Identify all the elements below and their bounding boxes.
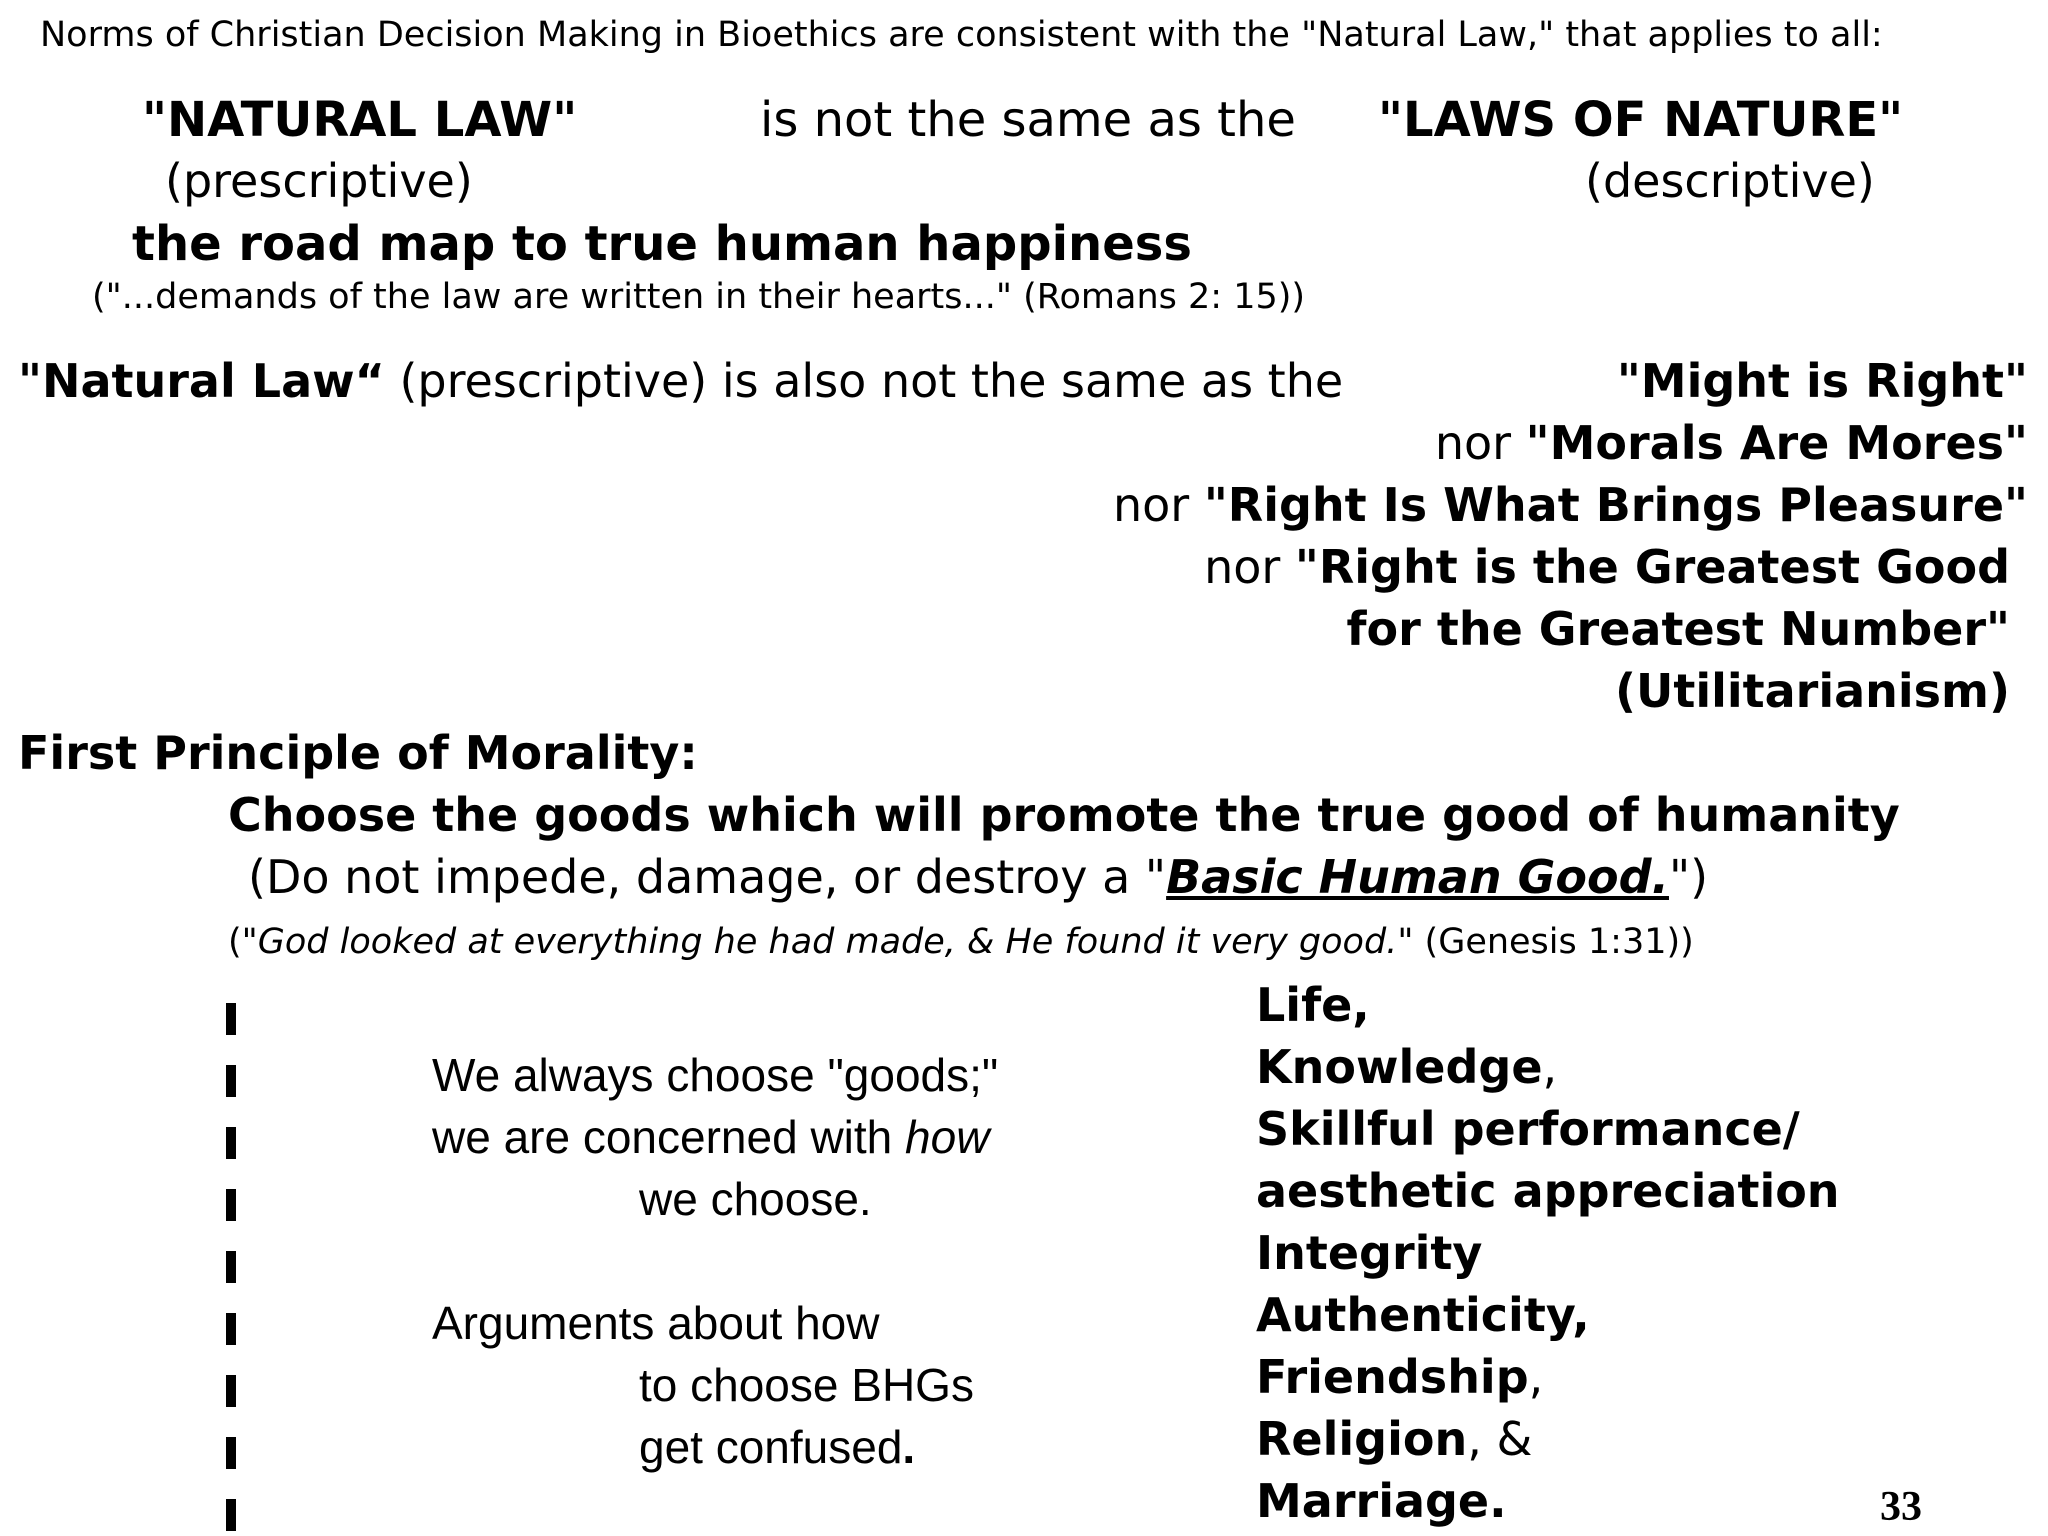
genesis-italic-text: God looked at everything he had made, & He found it very good. <box>257 922 1398 962</box>
genesis-close: " (Genesis 1:31)) <box>1397 922 1694 962</box>
good-life: Life, <box>1256 978 1370 1032</box>
nor-label-3: nor <box>1204 540 1281 594</box>
good-authenticity: Authenticity, <box>1256 1288 1590 1342</box>
middle-line-1: We always choose "goods;" <box>432 1049 999 1101</box>
vertical-marker-8 <box>226 1437 236 1469</box>
road-map-text: the road map to true human happiness <box>132 216 1192 272</box>
vertical-marker-5 <box>226 1251 236 1283</box>
vertical-marker-9 <box>226 1499 236 1531</box>
greatest-good-text-1: "Right is the Greatest Good <box>1294 540 2010 594</box>
also-not-same-text: (prescriptive) is also not the same as the <box>399 354 1344 408</box>
middle-line-2 <box>432 1111 990 1163</box>
good-friendship-text: Friendship <box>1256 1350 1529 1404</box>
vertical-marker-6 <box>226 1313 236 1345</box>
genesis-quote <box>228 922 1694 962</box>
natural-law-comparison <box>18 354 1344 408</box>
not-same-as-text: is not the same as the <box>760 92 1296 148</box>
prescriptive-label: (prescriptive) <box>165 154 473 208</box>
vertical-marker-3 <box>226 1127 236 1159</box>
laws-of-nature-heading: "LAWS OF NATURE" <box>1378 92 1904 148</box>
greatest-good-line-2: for the Greatest Number" <box>1346 602 2010 656</box>
right-pleasure-line <box>1112 478 2028 532</box>
right-is-what-brings-pleasure: "Right Is What Brings Pleasure" <box>1203 478 2028 532</box>
do-not-impede-text <box>248 850 1709 904</box>
greatest-good-line-1 <box>1204 540 2010 594</box>
good-knowledge <box>1256 1040 1558 1094</box>
nor-label-1: nor <box>1434 416 1512 470</box>
middle-line-4: Arguments about how <box>432 1297 880 1349</box>
middle-line-5: to choose BHGs <box>639 1359 974 1411</box>
good-friendship <box>1256 1350 1544 1404</box>
do-not-impede-suffix: ") <box>1668 850 1709 904</box>
good-skillful-performance: Skillful performance/ <box>1256 1102 1800 1156</box>
descriptive-label: (descriptive) <box>1585 154 1875 208</box>
genesis-open: (" <box>228 922 258 962</box>
middle-line-6-period: . <box>902 1421 916 1473</box>
choose-goods-text: Choose the goods which will promote the true good of humanity <box>228 788 1900 842</box>
do-not-impede-prefix: (Do not impede, damage, or destroy a " <box>248 850 1167 904</box>
natural-law-mixed-heading: "Natural Law“ <box>18 354 385 408</box>
vertical-marker-4 <box>226 1189 236 1221</box>
page-number: 33 <box>1880 1484 1922 1530</box>
good-religion <box>1256 1412 1533 1466</box>
middle-line-2-text: we are concerned with <box>432 1111 906 1163</box>
basic-human-good-link-text: Basic Human Good. <box>1166 850 1669 904</box>
natural-law-heading: "NATURAL LAW" <box>142 92 578 148</box>
romans-quote: ("...demands of the law are written in their hearts..." (Romans 2: 15)) <box>92 277 1306 317</box>
middle-line-3: we choose. <box>639 1173 872 1225</box>
might-is-right: "Might is Right" <box>1616 354 2028 408</box>
good-marriage: Marriage. <box>1256 1474 1507 1528</box>
first-principle-heading: First Principle of Morality: <box>18 726 698 780</box>
vertical-marker-1 <box>226 1003 236 1035</box>
morals-are-mores: "Morals Are Mores" <box>1525 416 2028 470</box>
good-knowledge-text: Knowledge <box>1256 1040 1543 1094</box>
good-integrity: Integrity <box>1256 1226 1483 1280</box>
good-knowledge-comma: , <box>1542 1040 1558 1094</box>
middle-line-6-text: get confused <box>639 1421 903 1473</box>
morals-are-mores-line <box>1434 416 2028 470</box>
vertical-marker-2 <box>226 1065 236 1097</box>
good-religion-text: Religion <box>1256 1412 1468 1466</box>
intro-sentence: Norms of Christian Decision Making in Bioethics are consistent with the "Natural Law," that applies to all: <box>40 15 1883 55</box>
good-religion-and: , & <box>1467 1412 1533 1466</box>
vertical-marker-7 <box>226 1375 236 1407</box>
good-aesthetic-appreciation: aesthetic appreciation <box>1256 1164 1840 1218</box>
nor-label-2: nor <box>1112 478 1190 532</box>
utilitarianism-label: (Utilitarianism) <box>1614 664 2010 718</box>
middle-line-2-italic: how <box>905 1111 990 1163</box>
good-friendship-comma: , <box>1528 1350 1544 1404</box>
middle-line-6 <box>639 1421 916 1473</box>
